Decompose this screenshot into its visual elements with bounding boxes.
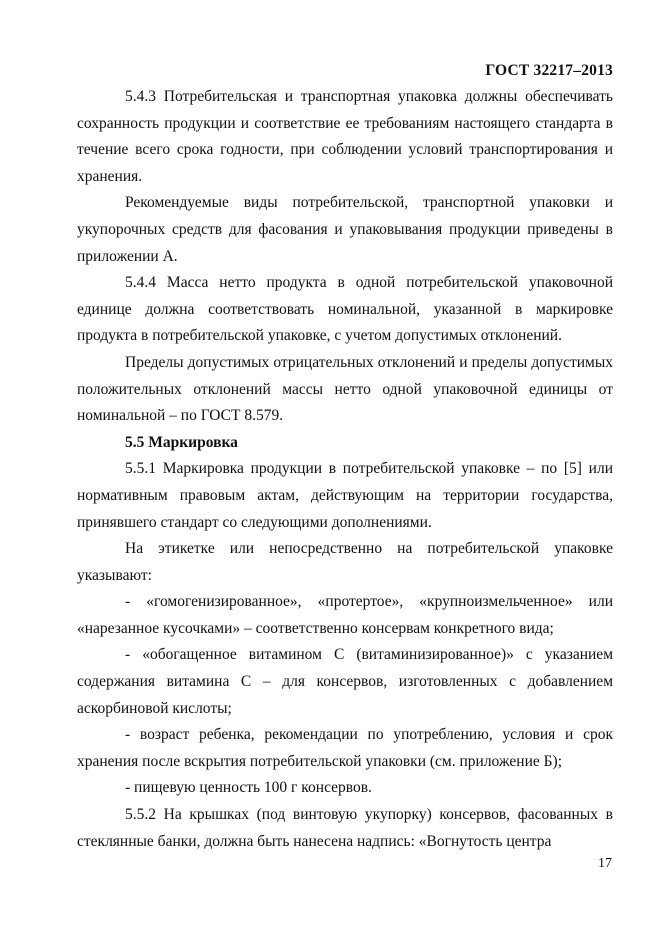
paragraph-5-4-4: 5.4.4 Масса нетто продукта в одной потребительской упаковочной единице должна соответствовать номинальной, указанной в маркировке продукта в потребительской упаковке, с учетом допустимых отклонений. <box>77 274 613 345</box>
list-item-nutrition: - пищевую ценность 100 г консервов. <box>125 779 372 797</box>
list-item-child-age: - возраст ребенка, рекомендации по употреблению, условия и срок хранения после вскрытия потребительской упаковки (см. приложение Б); <box>77 726 613 770</box>
paragraph-deviation-limits: Пределы допустимых отрицательных отклонений и пределы допустимых положительных отклонений массы нетто одной упаковочной единицы от номинальной – по ГОСТ 8.579. <box>77 353 613 425</box>
paragraph-5-5-2: 5.5.2 На крышках (под винтовую укупорку) консервов, фасованных в стеклянные банки, должна быть нанесена надпись: «Вогнутость центра <box>77 806 613 850</box>
list-item-vitamin-c: - «обогащенное витамином С (витаминизированное)» с указанием содержания витамина С – для консервов, изготовленных с добавлением аскорбиновой кислоты; <box>77 646 613 717</box>
document-code-header: ГОСТ 32217–2013 <box>485 62 613 79</box>
section-heading-marking: 5.5 Маркировка <box>125 433 238 451</box>
paragraph-label-indicates: На этикетке или непосредственно на потребительской упаковке указывают: <box>77 540 613 584</box>
paragraph-5-4-3: 5.4.3 Потребительская и транспортная упаковка должны обеспечивать сохранность продукции и соответствие ее требованиям настоящего стандарта в течение всего срока годности, при соблюдении условий транспортирования и хранения. <box>77 88 613 185</box>
paragraph-5-5-1: 5.5.1 Маркировка продукции в потребительской упаковке – по [5] или нормативным правовым актам, действующим на территории государства, принявшего стандарт со следующими дополнениями. <box>77 460 613 531</box>
page-number: 17 <box>598 856 612 871</box>
paragraph-packaging-types: Рекомендуемые виды потребительской, транспортной упаковки и укупорочных средств для фасования и упаковывания продукции приведены в приложении А. <box>77 194 613 265</box>
list-item-texture: - «гомогенизированное», «протертое», «крупноизмельченное» или «нарезанное кусочками» – соответственно консервам конкретного вида; <box>77 593 613 637</box>
document-body <box>77 84 613 855</box>
